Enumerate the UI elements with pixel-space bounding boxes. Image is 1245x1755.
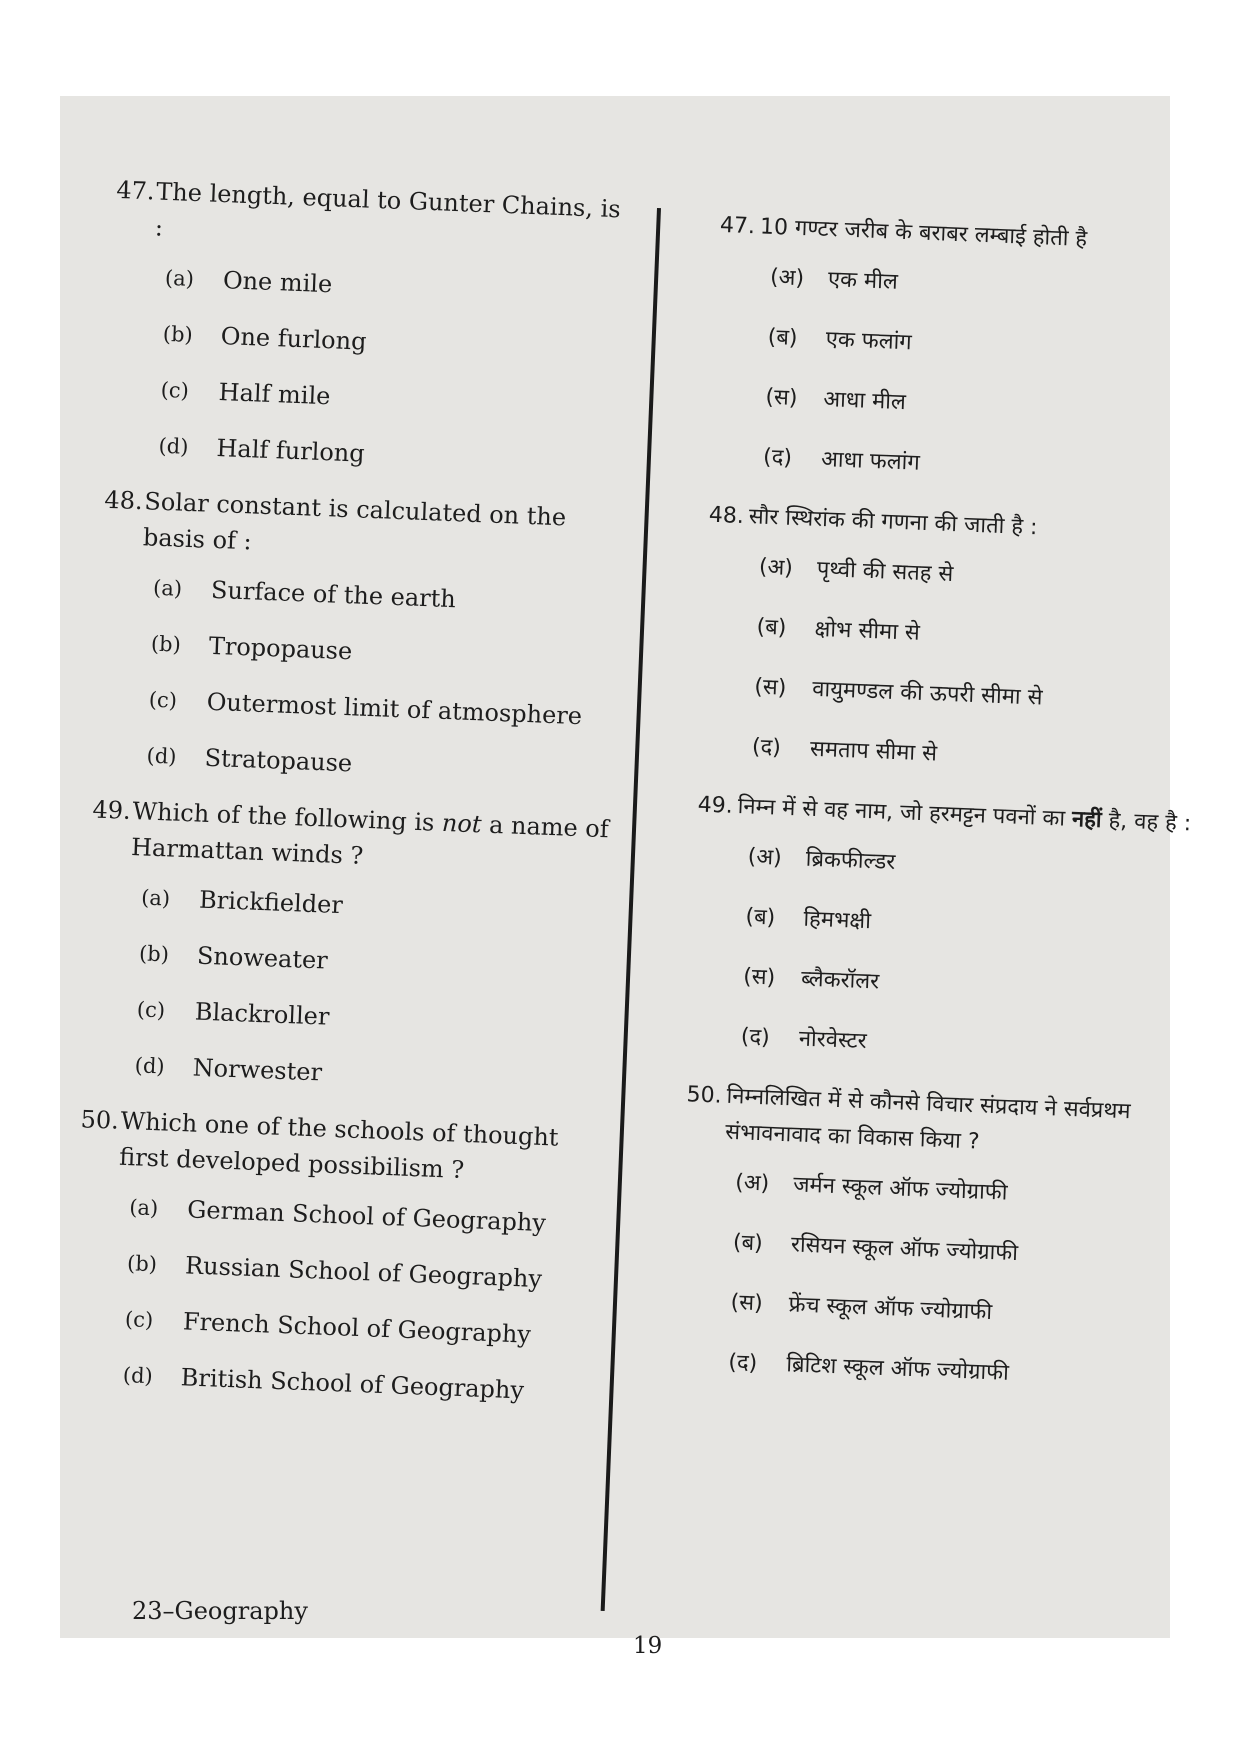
option-c: (c) Half mile — [160, 377, 331, 411]
page-number: 19 — [633, 1633, 663, 1659]
option-c: (स) ब्लैकरॉलर — [742, 964, 880, 995]
question-number: 47. — [115, 175, 156, 206]
question-49-hi — [688, 787, 1218, 1073]
option-a: (अ) जर्मन स्कूल ऑफ ज्योग्राफी — [734, 1170, 1008, 1206]
question-number: 48. — [103, 485, 144, 516]
option-b: (ब) क्षोभ सीमा से — [756, 614, 921, 646]
footer-subject: 23–Geography — [132, 1597, 308, 1625]
exam-page — [60, 96, 1192, 1659]
option-c: (स) फ्रेंच स्कूल ऑफ ज्योग्राफी — [730, 1290, 993, 1326]
option-a: (a) Surface of the earth — [152, 575, 457, 614]
option-a: (a) One mile — [164, 265, 333, 299]
english-column — [69, 96, 639, 1431]
question-text: Which of the following is not a name of Harmattan winds ? — [130, 797, 610, 870]
question-47-en — [106, 172, 637, 482]
question-50-hi — [676, 1077, 1207, 1399]
option-d: (d) Stratopause — [146, 743, 353, 778]
option-c: (c) Blackroller — [136, 997, 330, 1031]
question-number: 48. — [708, 502, 745, 530]
option-c: (स) वायुमण्डल की ऊपरी सीमा से — [753, 674, 1043, 711]
question-number: 49. — [697, 792, 734, 819]
option-b: (b) Snoweater — [138, 941, 329, 975]
question-47-hi — [710, 208, 1240, 494]
option-d: (द) नोरवेस्टर — [740, 1024, 868, 1055]
option-c: (c) French School of Geography — [124, 1307, 532, 1349]
option-d: (द) ब्रिटिश स्कूल ऑफ ज्योग्राफी — [727, 1350, 1010, 1386]
question-text: निम्न में से वह नाम, जो हरमट्टन पवनों का नहीं है, वह है : — [737, 794, 1192, 837]
option-b: (b) One furlong — [162, 321, 368, 356]
question-text: The length, equal to Gunter Chains, is : — [154, 177, 622, 242]
option-a: (अ) पृथ्वी की सतह से — [758, 554, 954, 588]
question-text: सौर स्थिरांक की गणना की जाती है : — [748, 504, 1038, 541]
question-49-en — [82, 791, 613, 1101]
option-a: (अ) एक मील — [769, 264, 899, 295]
option-b: (b) Tropopause — [150, 631, 353, 666]
option-d: (d) Norwester — [134, 1053, 323, 1087]
hindi-column — [675, 96, 1245, 1423]
question-number: 47. — [719, 212, 756, 240]
question-number: 50. — [80, 1105, 120, 1135]
option-b: (b) Russian School of Geography — [126, 1251, 543, 1294]
option-b: (ब) हिमभक्षी — [745, 904, 872, 935]
question-text: Which one of the schools of thought first developed possibilism ? — [118, 1106, 560, 1184]
option-d: (द) आधा फलांग — [762, 444, 921, 476]
question-number: 49. — [92, 795, 132, 825]
option-b: (ब) एक फलांग — [767, 324, 913, 356]
option-a: (अ) ब्रिकफील्डर — [747, 844, 896, 876]
question-text: निम्नलिखित में से कौनसे विचार संप्रदाय ने सर्वप्रथम संभावनावाद का विकास किया ? — [724, 1083, 1132, 1155]
option-d: (d) British School of Geography — [122, 1363, 525, 1405]
option-b: (ब) रसियन स्कूल ऑफ ज्योग्राफी — [732, 1230, 1019, 1267]
emphasis-not: नहीं — [1071, 806, 1103, 833]
option-c: (स) आधा मील — [764, 384, 907, 416]
question-48-en — [94, 482, 625, 792]
option-a: (a) Brickfielder — [140, 885, 344, 920]
option-d: (d) Half furlong — [158, 433, 366, 468]
option-c: (c) Outermost limit of atmosphere — [148, 687, 583, 731]
question-text: Solar constant is calculated on the basis of : — [142, 487, 567, 556]
question-number: 50. — [686, 1082, 723, 1109]
option-a: (a) German School of Geography — [128, 1195, 547, 1238]
question-50-en — [70, 1101, 601, 1411]
option-d: (द) समताप सीमा से — [751, 734, 938, 767]
question-48-hi — [699, 498, 1229, 784]
question-text: 10 गण्टर जरीब के बराबर लम्बाई होती है — [759, 214, 1088, 252]
emphasis-not: not — [441, 808, 483, 839]
